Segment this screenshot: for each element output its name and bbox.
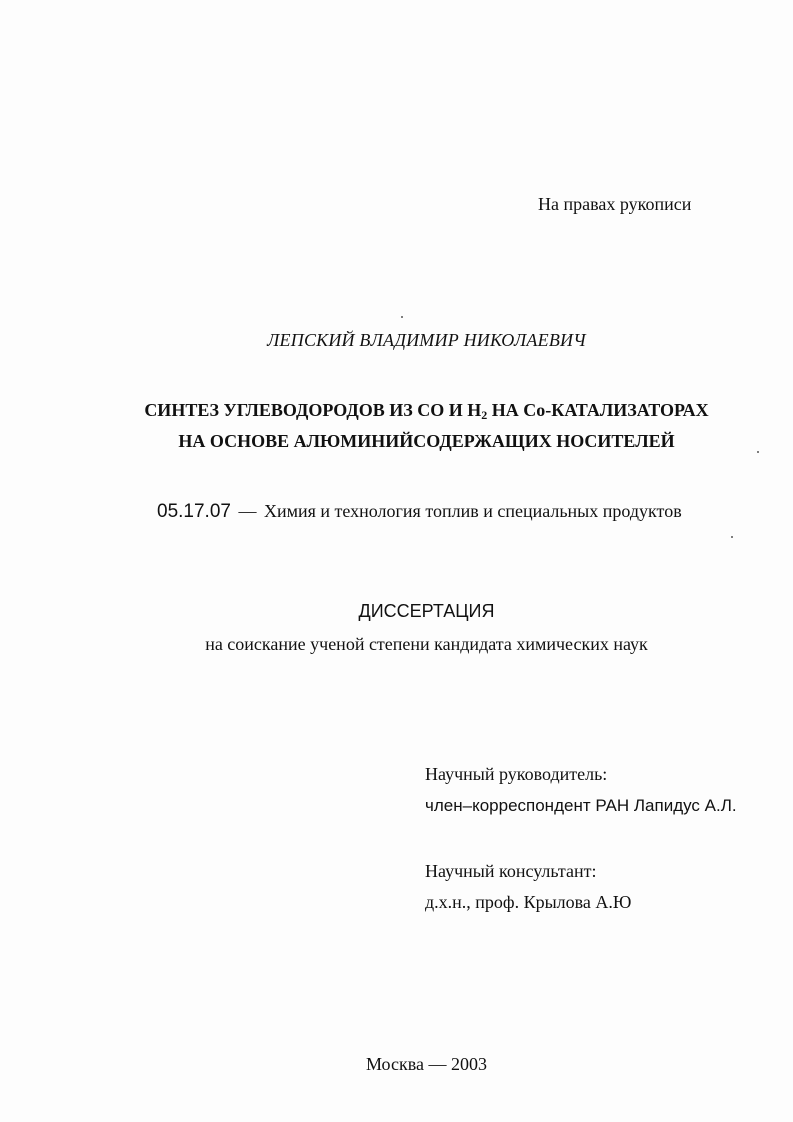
supervisor-label: Научный руководитель:: [425, 764, 608, 784]
scan-speck: [757, 451, 759, 453]
specialty-name: Химия и технология топлив и специальных продуктов: [263, 501, 682, 521]
city-year: Москва — 2003: [366, 1054, 487, 1074]
title-subscript: 2: [481, 408, 488, 422]
author-name: ЛЕПСКИЙ ВЛАДИМИР НИКОЛАЕВИЧ: [267, 330, 586, 350]
specialty-line: [157, 502, 682, 521]
degree-line: на соискание ученой степени кандидата химических наук: [205, 634, 648, 654]
title-line-1: [0, 400, 793, 422]
supervisor-value: член–корреспондент РАН Лапидус А.Л.: [425, 796, 737, 815]
title-line-2: НА ОСНОВЕ АЛЮМИНИЙСОДЕРЖАЩИХ НОСИТЕЛЕЙ: [178, 431, 675, 451]
rights-note: На правах рукописи: [538, 194, 692, 214]
title-line-1-part-2: НА Со-КАТАЛИЗАТОРАХ: [487, 400, 709, 420]
scan-speck: [401, 316, 403, 318]
title-line-1-part-1: СИНТЕЗ УГЛЕВОДОРОДОВ ИЗ СО И Н: [144, 400, 482, 420]
consultant-label: Научный консультант:: [425, 861, 597, 881]
specialty-code: 05.17.07: [157, 501, 231, 522]
specialty-dash: —: [238, 501, 257, 521]
consultant-value: д.х.н., проф. Крылова А.Ю: [425, 892, 632, 912]
scan-speck: [731, 536, 733, 538]
document-type: ДИССЕРТАЦИЯ: [358, 601, 495, 621]
